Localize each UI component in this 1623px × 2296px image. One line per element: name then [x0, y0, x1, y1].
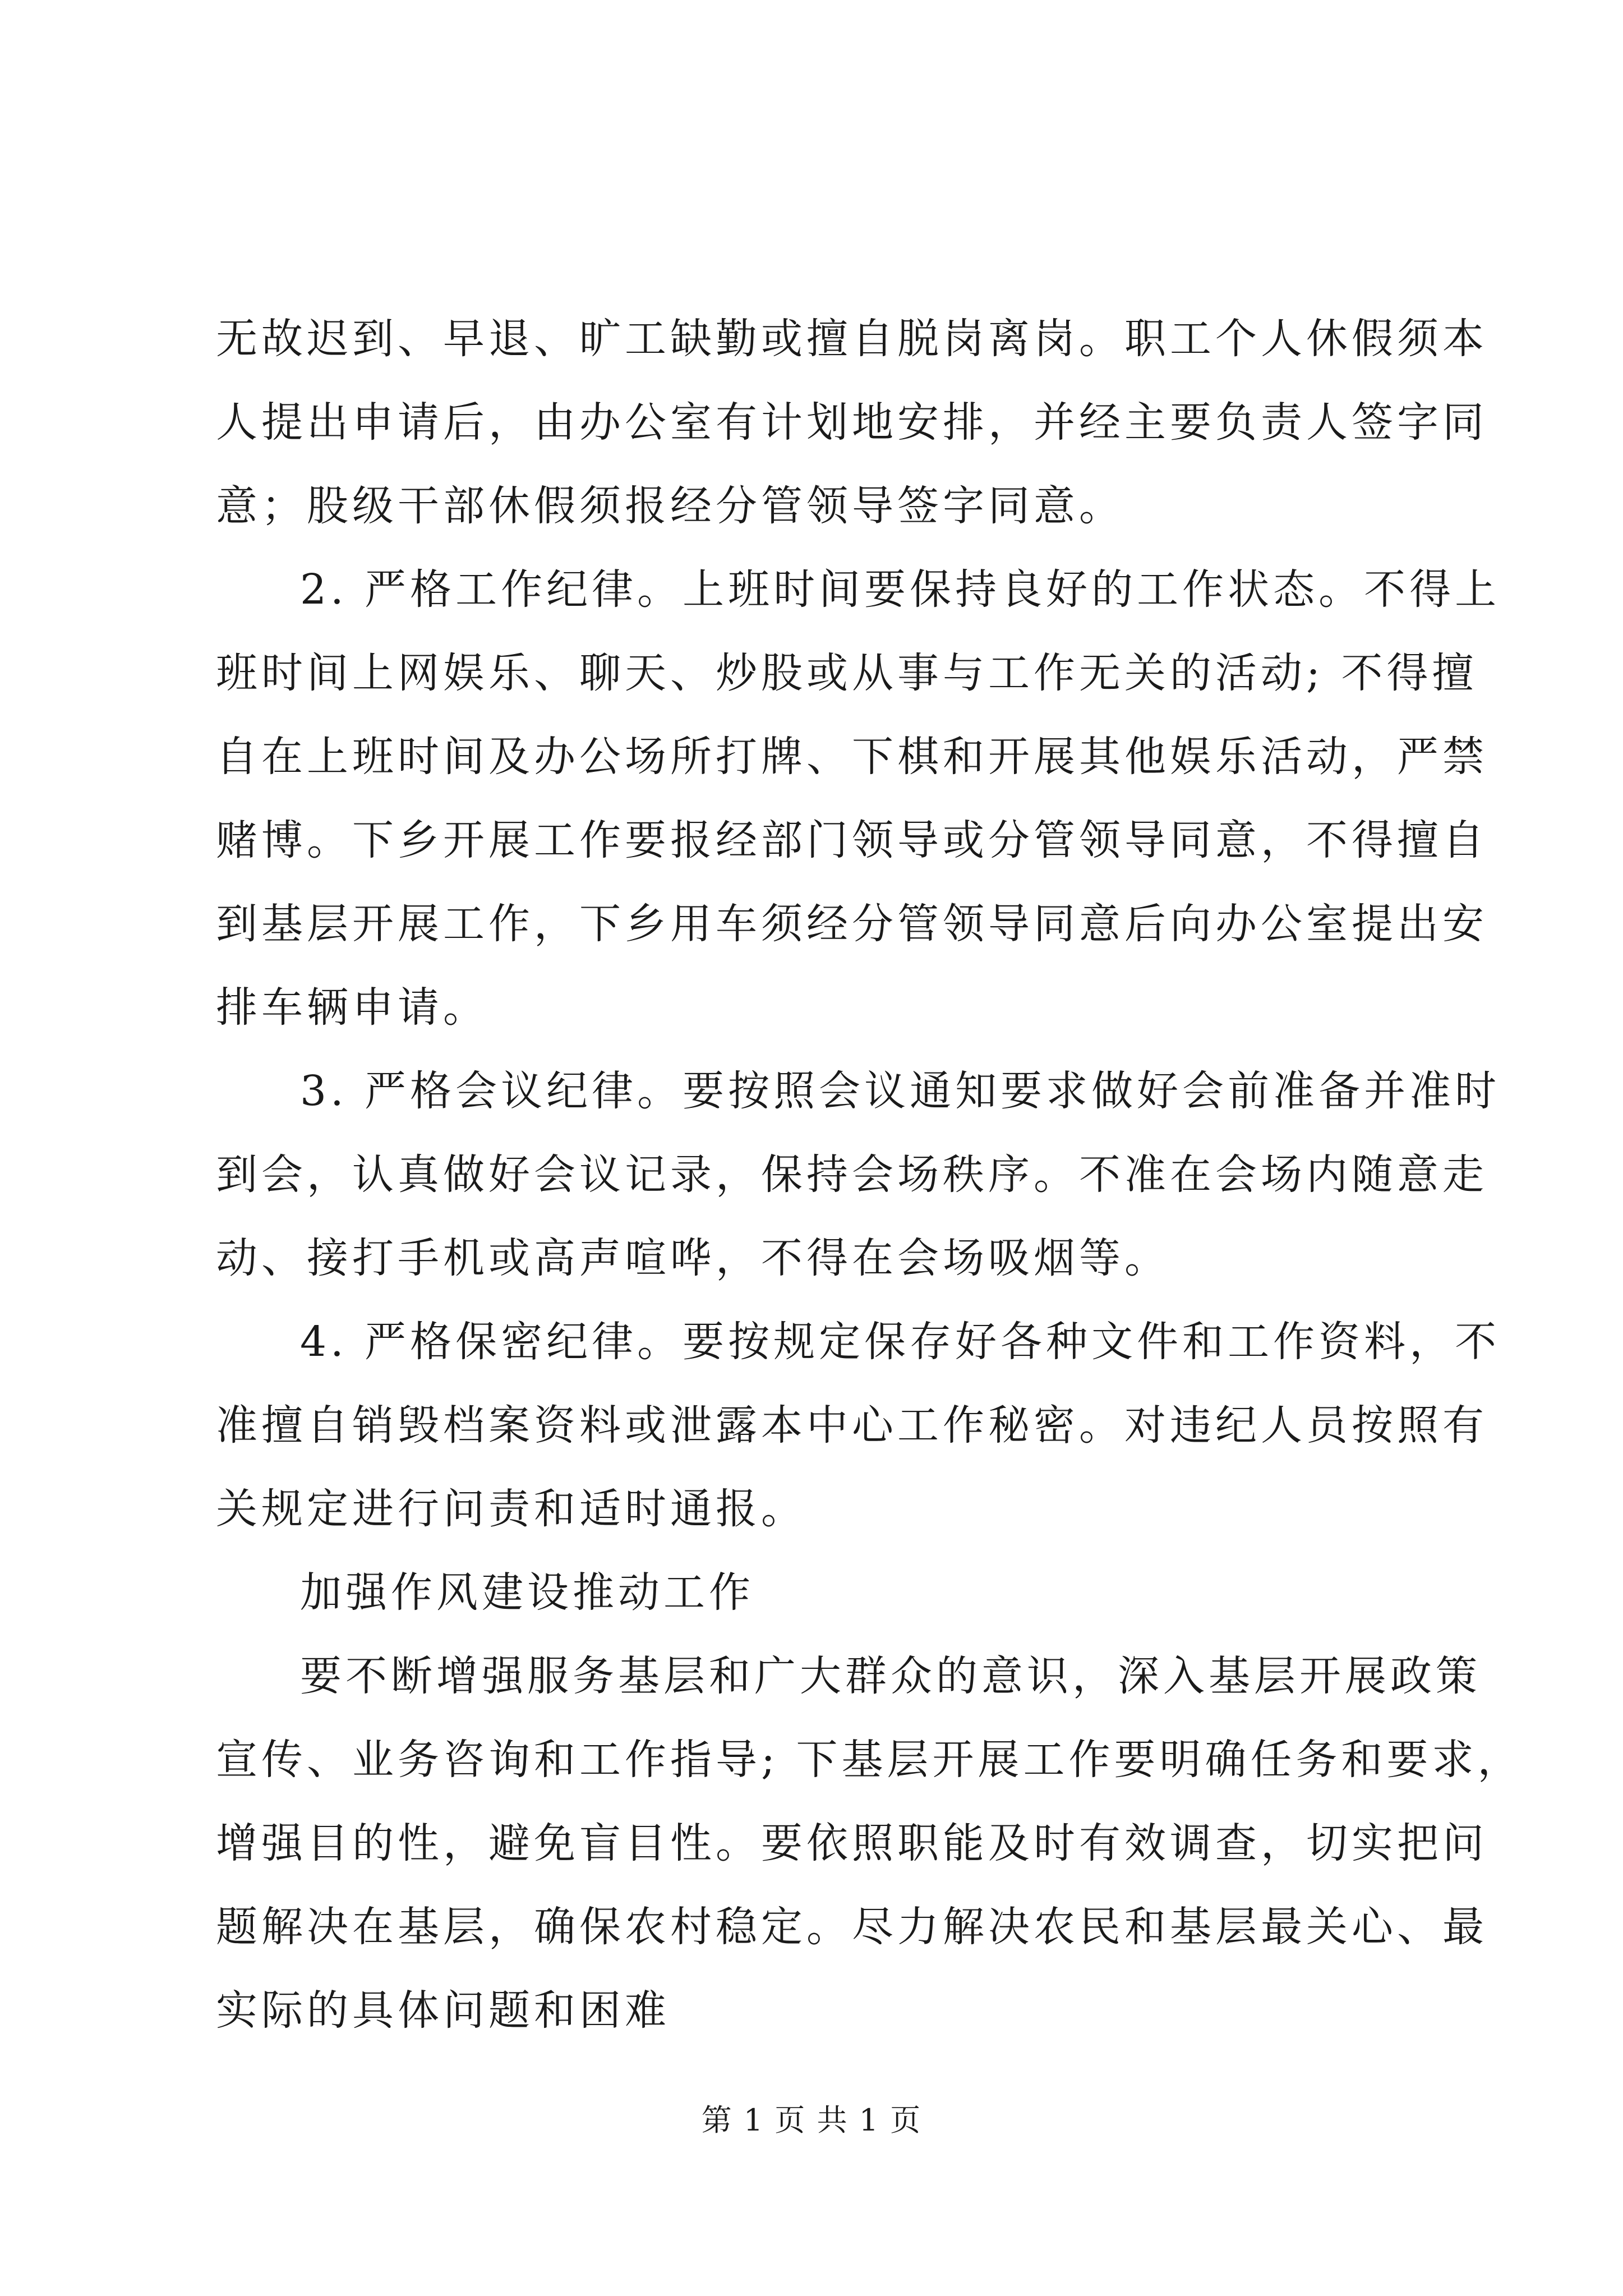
text-line: 排车辆申请。 — [216, 983, 488, 1032]
text-line: 增强目的性，避免盲目性。要依照职能及时有效调查，切实把问 — [216, 1819, 1488, 1867]
text-line: 实际的具体问题和困难 — [216, 1986, 670, 2035]
text-line: 赌博。下乡开展工作要报经部门领导或分管领导同意，不得擅自 — [216, 816, 1488, 864]
text-line: 动、接打手机或高声喧哗，不得在会场吸烟等。 — [216, 1234, 1170, 1282]
text-line: 自在上班时间及办公场所打牌、下棋和开展其他娱乐活动，严禁 — [216, 733, 1488, 781]
text-line: 关规定进行问责和适时通报。 — [216, 1485, 806, 1533]
text-line: 要不断增强服务基层和广大群众的意识，深入基层开展政策 — [300, 1652, 1481, 1700]
text-line: 3. 严格会议纪律。要按照会议通知要求做好会前准备并准时 — [300, 1067, 1501, 1115]
text-line: 意；股级干部休假须报经分管领导签字同意。 — [216, 482, 1124, 530]
text-line: 宣传、业务咨询和工作指导; 下基层开展工作要明确任务和要求， — [216, 1736, 1523, 1784]
text-line: 题解决在基层，确保农村稳定。尽力解决农民和基层最关心、最 — [216, 1903, 1488, 1951]
text-line: 无故迟到、早退、旷工缺勤或擅自脱岗离岗。职工个人休假须本 — [216, 315, 1488, 363]
text-line: 人提出申请后，由办公室有计划地安排，并经主要负责人签字同 — [216, 398, 1488, 447]
section-heading: 加强作风建设推动工作 — [300, 1568, 754, 1617]
text-line: 到会，认真做好会议记录，保持会场秩序。不准在会场内随意走 — [216, 1151, 1488, 1199]
document-body — [216, 297, 1523, 2053]
text-line: 2. 严格工作纪律。上班时间要保持良好的工作状态。不得上 — [300, 565, 1501, 614]
text-line: 班时间上网娱乐、聊天、炒股或从事与工作无关的活动; 不得擅 — [216, 649, 1478, 697]
text-line: 4. 严格保密纪律。要按规定保存好各种文件和工作资料，不 — [300, 1318, 1501, 1366]
page-number-footer: 第 1 页 共 1 页 — [701, 2102, 922, 2138]
text-line: 准擅自销毁档案资料或泄露本中心工作秘密。对违纪人员按照有 — [216, 1401, 1488, 1450]
text-line: 到基层开展工作，下乡用车须经分管领导同意后向办公室提出安 — [216, 900, 1488, 948]
